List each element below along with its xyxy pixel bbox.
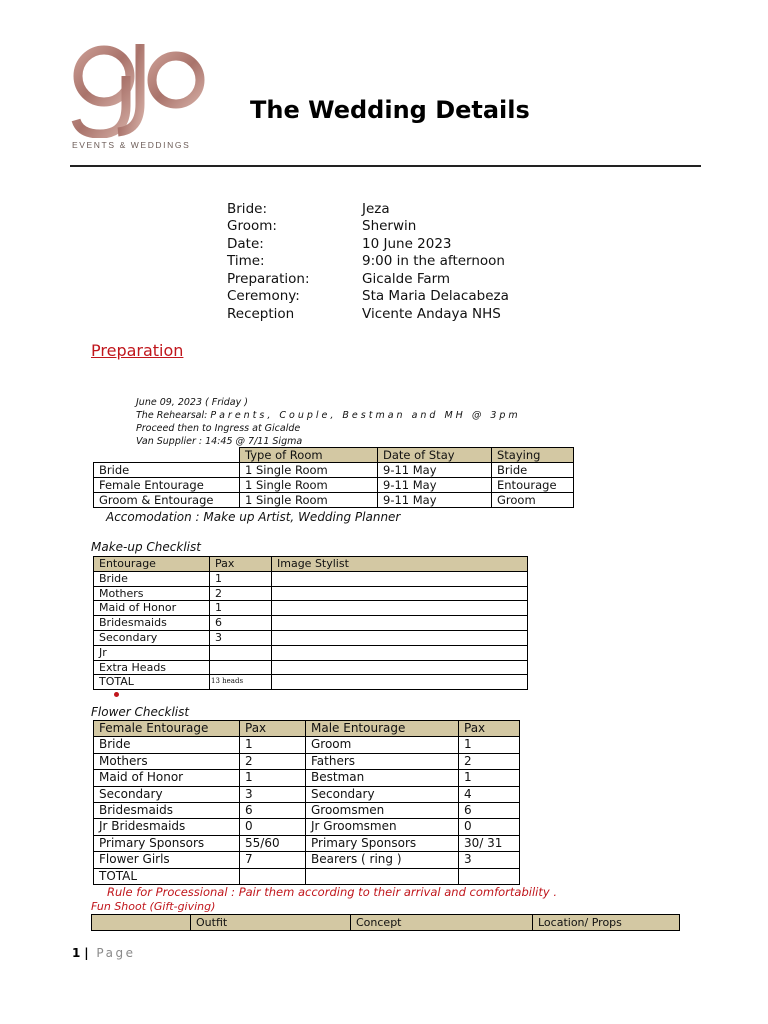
table-row [94, 803, 520, 819]
table-row [94, 463, 574, 478]
table-header-row [92, 915, 680, 931]
table-row [94, 786, 520, 802]
processional-rule: Rule for Processional : Pair them according to their arrival and comfortability . [107, 885, 557, 899]
detail-label: Groom: [227, 218, 277, 234]
table-row [94, 852, 520, 868]
fun-shoot-table [91, 914, 680, 931]
detail-value: Jeza [362, 201, 390, 217]
table-cell: 3 [459, 852, 520, 868]
document-title: The Wedding Details [250, 96, 530, 124]
table-row [94, 675, 528, 690]
table-cell: Primary Sponsors [94, 835, 240, 851]
makeup-checklist-table [93, 556, 528, 690]
note-van: Van Supplier : 14:45 @ 7/11 Sigma [136, 436, 303, 447]
logo-tagline: EVENTS & WEDDINGS [72, 140, 191, 150]
table-cell: Mothers [94, 586, 210, 601]
table-cell: Extra Heads [94, 660, 210, 675]
header-divider [70, 165, 701, 167]
table-cell: Bride [492, 463, 574, 478]
table-cell: Primary Sponsors [306, 835, 459, 851]
table-cell: 9-11 May [378, 493, 492, 508]
makeup-checklist-title: Make-up Checklist [91, 540, 201, 554]
table-cell: Bride [94, 463, 240, 478]
table-cell: 1 [240, 770, 306, 786]
note-proceed: Proceed then to Ingress at Gicalde [136, 423, 301, 434]
table-header-cell [92, 915, 191, 931]
table-header-cell: Entourage [94, 557, 210, 572]
table-cell: Secondary [94, 630, 210, 645]
table-cell [210, 660, 272, 675]
table-cell [272, 586, 528, 601]
page-label: Page [96, 946, 136, 960]
table-header-row [94, 721, 520, 737]
table-cell: 7 [240, 852, 306, 868]
table-cell: Fathers [306, 753, 459, 769]
table-row [94, 753, 520, 769]
table-cell: 4 [459, 786, 520, 802]
flower-checklist-title: Flower Checklist [91, 705, 190, 719]
table-cell: 6 [210, 616, 272, 631]
table-row [94, 493, 574, 508]
rehearsal-label: The Rehearsal: [136, 410, 211, 421]
table-cell: Bride [94, 571, 210, 586]
table-header-cell: Type of Room [240, 448, 378, 463]
table-cell: 1 [210, 571, 272, 586]
table-cell: Bearers ( ring ) [306, 852, 459, 868]
table-header-cell: Outfit [191, 915, 351, 931]
table-header-cell: Pax [210, 557, 272, 572]
footer-separator: | [84, 946, 89, 960]
page-footer [72, 946, 135, 960]
table-cell: 13 heads [210, 675, 272, 690]
table-cell [272, 616, 528, 631]
table-cell: 1 [459, 770, 520, 786]
table-cell: Maid of Honor [94, 601, 210, 616]
detail-label: Reception [227, 306, 295, 322]
table-header-cell: Male Entourage [306, 721, 459, 737]
table-cell: 6 [240, 803, 306, 819]
rooms-table [93, 447, 574, 508]
table-cell: 0 [240, 819, 306, 835]
table-cell: 1 Single Room [240, 493, 378, 508]
table-cell: 9-11 May [378, 478, 492, 493]
table-cell [272, 660, 528, 675]
table-header-cell: Location/ Props [533, 915, 680, 931]
table-cell: 0 [459, 819, 520, 835]
table-cell: Female Entourage [94, 478, 240, 493]
bullet-icon [114, 692, 119, 697]
detail-value: 9:00 in the afternoon [362, 253, 505, 269]
table-cell: 2 [459, 753, 520, 769]
table-cell: 3 [210, 630, 272, 645]
table-cell [210, 645, 272, 660]
table-cell: Maid of Honor [94, 770, 240, 786]
table-cell: TOTAL [94, 675, 210, 690]
table-cell: 2 [240, 753, 306, 769]
table-row [94, 819, 520, 835]
table-cell: Bestman [306, 770, 459, 786]
table-cell: Groomsmen [306, 803, 459, 819]
detail-value: Sta Maria Delacabeza [362, 288, 509, 304]
table-cell: Groom & Entourage [94, 493, 240, 508]
table-row [94, 645, 528, 660]
table-cell [306, 868, 459, 884]
table-cell: 55/60 [240, 835, 306, 851]
section-heading-preparation: Preparation [91, 341, 184, 360]
detail-label: Time: [227, 253, 265, 269]
table-row [94, 586, 528, 601]
table-cell [272, 645, 528, 660]
detail-label: Bride: [227, 201, 267, 217]
table-header-row [94, 557, 528, 572]
note-date: June 09, 2023 ( Friday ) [136, 397, 248, 408]
table-header-cell: Image Stylist [272, 557, 528, 572]
table-header-cell: Staying [492, 448, 574, 463]
table-cell: Groom [492, 493, 574, 508]
table-cell: 3 [240, 786, 306, 802]
detail-value: Sherwin [362, 218, 417, 234]
detail-value: Gicalde Farm [362, 271, 451, 287]
table-cell: 1 Single Room [240, 463, 378, 478]
table-cell: Bridesmaids [94, 616, 210, 631]
table-cell [272, 571, 528, 586]
table-cell [272, 675, 528, 690]
note-rehearsal [136, 410, 521, 421]
table-cell: 2 [210, 586, 272, 601]
table-cell: Flower Girls [94, 852, 240, 868]
table-cell [272, 630, 528, 645]
table-header-cell: Pax [240, 721, 306, 737]
detail-label: Date: [227, 236, 264, 252]
table-cell: Jr Groomsmen [306, 819, 459, 835]
table-cell: Jr [94, 645, 210, 660]
detail-value: Vicente Andaya NHS [362, 306, 501, 322]
table-cell: Secondary [306, 786, 459, 802]
table-row [94, 770, 520, 786]
table-row [94, 478, 574, 493]
table-cell [240, 868, 306, 884]
accommodation-note: Accomodation : Make up Artist, Wedding Planner [106, 510, 401, 524]
flower-checklist-table [93, 720, 520, 885]
table-cell [459, 868, 520, 884]
table-cell: 6 [459, 803, 520, 819]
table-cell: 1 [459, 737, 520, 753]
table-row [94, 660, 528, 675]
table-row [94, 616, 528, 631]
table-row [94, 571, 528, 586]
table-cell: 1 Single Room [240, 478, 378, 493]
table-row [94, 630, 528, 645]
table-header-cell [94, 448, 240, 463]
table-header-row [94, 448, 574, 463]
table-header-cell: Female Entourage [94, 721, 240, 737]
table-cell: 1 [240, 737, 306, 753]
table-cell: Mothers [94, 753, 240, 769]
detail-label: Ceremony: [227, 288, 300, 304]
table-cell: TOTAL [94, 868, 240, 884]
table-cell: Jr Bridesmaids [94, 819, 240, 835]
table-row [94, 737, 520, 753]
table-cell: Secondary [94, 786, 240, 802]
table-cell: Entourage [492, 478, 574, 493]
table-cell: Bride [94, 737, 240, 753]
page-number: 1 [72, 946, 81, 960]
table-cell: 9-11 May [378, 463, 492, 478]
detail-label: Preparation: [227, 271, 310, 287]
table-header-cell: Date of Stay [378, 448, 492, 463]
table-row [94, 868, 520, 884]
rehearsal-text: Parents, Couple, Bestman and MH @ 3pm [210, 410, 521, 421]
gjb-monogram-icon [70, 34, 206, 138]
detail-value: 10 June 2023 [362, 236, 452, 252]
table-header-cell: Concept [351, 915, 533, 931]
table-cell: Bridesmaids [94, 803, 240, 819]
table-row [94, 835, 520, 851]
table-cell: 1 [210, 601, 272, 616]
table-header-cell: Pax [459, 721, 520, 737]
company-logo [70, 34, 206, 152]
table-cell: 30/ 31 [459, 835, 520, 851]
table-cell: Groom [306, 737, 459, 753]
table-row [94, 601, 528, 616]
fun-shoot-title: Fun Shoot (Gift-giving) [91, 900, 216, 913]
table-cell [272, 601, 528, 616]
